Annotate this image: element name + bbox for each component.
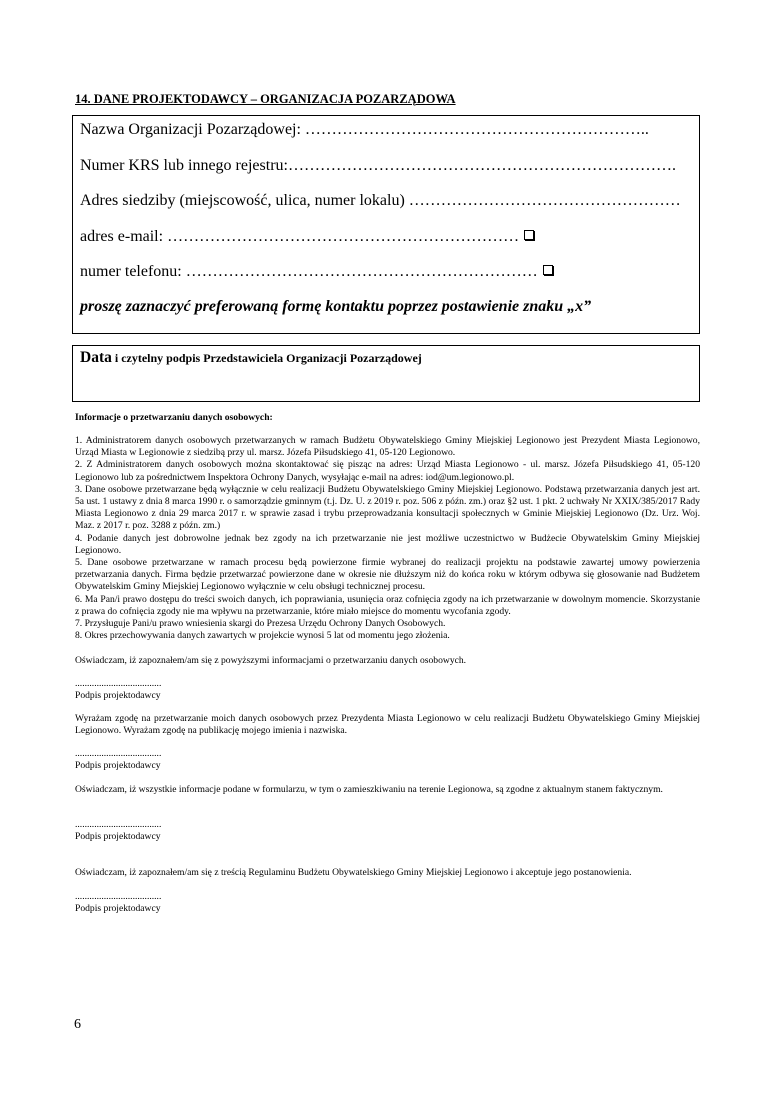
gdpr-item: 5. Dane osobowe przetwarzane w ramach procesu będą powierzone firmie wybranej do realizacji projektu na podstawie zawartej umowy powierzenia przetwarzania danych. Firma będzie przetwarzać powierzone dane w okresie nie dłuższym niż do końca roku w którym odbywa się głosowanie nad Budżetem Obywatelskim Gminy Miejskiej Legionowo wyłącznie w celu obsługi technicznej procesu.: [75, 557, 700, 593]
signature-block[interactable]: [75, 819, 161, 843]
section-heading: 14. DANE PROJEKTODAWCY – ORGANIZACJA POZARZĄDOWA: [75, 92, 456, 106]
org-name-field[interactable]: Nazwa Organizacji Pozarządowej: ………………………………………………………..: [80, 121, 649, 138]
gdpr-item: 2. Z Administratorem danych osobowych można skontaktować się pisząc na adres: Urząd Miasta Legionowo - ul. marsz. Józefa Piłsudskiego 41, 05-120 Legionowo lub za pośrednictwem Inspektora Ochrony Danych, wysyłając e-mail na adres: iod@um.legionowo.pl.: [75, 459, 700, 483]
signature-dots: ....................................: [75, 748, 162, 759]
page-number: 6: [74, 1017, 81, 1032]
gdpr-item: 6. Ma Pan/i prawo dostępu do treści swoich danych, ich poprawiania, usunięcia oraz cofnięcia zgody na ich przetwarzanie w dowolnym momencie. Skorzystanie z prawa do cofnięcia zgody nie ma wpływu na przetwarzanie, które miało miejsce do momentu wycofania zgody.: [75, 593, 700, 617]
representative-signature-box[interactable]: [72, 345, 700, 402]
gdpr-item: 1. Administratorem danych osobowych przetwarzanych w ramach Budżetu Obywatelskiego Gminy Miejskiej Legionowo jest Prezydent Miasta Legionowo, Urząd Miasta w Legionowie z siedzibą przy ul. marsz. Józefa Piłsudskiego 41, 05-120 Legionowo.: [75, 435, 700, 459]
declaration-regulations: Oświadczam, iż zapoznałem/am się z treścią Regulaminu Budżetu Obywatelskiego Gminy Miejskiej Legionowo i akceptuje jego postanowienia.: [75, 867, 632, 878]
phone-preference-checkbox[interactable]: [543, 265, 553, 275]
phone-field[interactable]: numer telefonu: …………………………………………………………: [80, 263, 538, 280]
signature-label: Podpis projektodawcy: [75, 690, 161, 701]
signature-block[interactable]: [75, 678, 161, 702]
gdpr-item: 3. Dane osobowe przetwarzane będą wyłącznie w celu realizacji Budżetu Obywatelskiego Gminy Miejskiej Legionowo. Podstawą przetwarzania danych jest art. 5a ust. 1 ustawy z dnia 8 marca 1990 r. o samorządzie gminnym (t.j. Dz. U. z 2019 r. poz. 506 z późn. zm.) oraz §2 ust. 1 pkt. 2 uchwały Nr XXIX/385/2017 Rady Miasta Legionowo z dnia 29 marca 2017 r. w sprawie zasad i trybu przeprowadzania konsultacji społecznych w Gminie Miejskiej Legionowo (Dz. Urz. Woj. Maz. z 2017 r. poz. 3288 z późn. zm.): [75, 483, 700, 532]
contact-preference-note: proszę zaznaczyć preferowaną formę kontaktu poprzez postawienie znaku „x”: [80, 298, 592, 315]
signature-label: Podpis projektodawcy: [75, 831, 161, 842]
address-field[interactable]: Adres siedziby (miejscowość, ulica, numer lokalu) ……………………………………………: [80, 192, 681, 209]
date-label: Data: [80, 349, 112, 366]
gdpr-item: 8. Okres przechowywania danych zawartych w projekcie wynosi 5 lat od momentu jego złożenia.: [75, 630, 450, 642]
gdpr-heading: Informacje o przetwarzaniu danych osobowych:: [75, 412, 273, 423]
signature-block[interactable]: [75, 748, 161, 772]
contact-form-box: [72, 115, 700, 334]
gdpr-list: [75, 435, 700, 642]
signature-block[interactable]: [75, 891, 161, 915]
signature-dots: ....................................: [75, 678, 162, 689]
email-field[interactable]: adres e-mail: …………………………………………………………: [80, 228, 520, 245]
signature-box-title: [80, 349, 422, 367]
declaration-residence: Oświadczam, iż wszystkie informacje podane w formularzu, w tym o zamieszkiwaniu na terenie Legionowa, są zgodne z aktualnym stanem faktycznym.: [75, 784, 663, 795]
email-row: [80, 228, 534, 246]
declaration-gdpr-info: Oświadczam, iż zapoznałem/am się z powyższymi informacjami o przetwarzaniu danych osobowych.: [75, 655, 467, 666]
declaration-consent: Wyrażam zgodę na przetwarzanie moich danych osobowych przez Prezydenta Miasta Legionowo w celu realizacji Budżetu Obywatelskiego Gminy Miejskiej Legionowo. Wyrażam zgodę na publikację mojego imienia i nazwiska.: [75, 713, 700, 737]
signature-label: Podpis projektodawcy: [75, 760, 161, 771]
phone-row: [80, 263, 553, 281]
gdpr-item: 7. Przysługuje Pani/u prawo wniesienia skargi do Prezesa Urzędu Ochrony Danych Osobowych.: [75, 618, 446, 630]
gdpr-item: 4. Podanie danych jest dobrowolne jednak bez zgody na ich przetwarzanie nie jest możliwe uczestnictwo w Budżecie Obywatelskim Gminy Miejskiej Legionowo.: [75, 532, 700, 556]
signature-dots: ....................................: [75, 819, 162, 830]
signature-label: Podpis projektodawcy: [75, 903, 161, 914]
email-preference-checkbox[interactable]: [524, 230, 534, 240]
krs-field[interactable]: Numer KRS lub innego rejestru:……………………………………………………………….: [80, 157, 676, 174]
signature-dots: ....................................: [75, 891, 162, 902]
signature-label: i czytelny podpis Przedstawiciela Organizacji Pozarządowej: [111, 351, 422, 365]
